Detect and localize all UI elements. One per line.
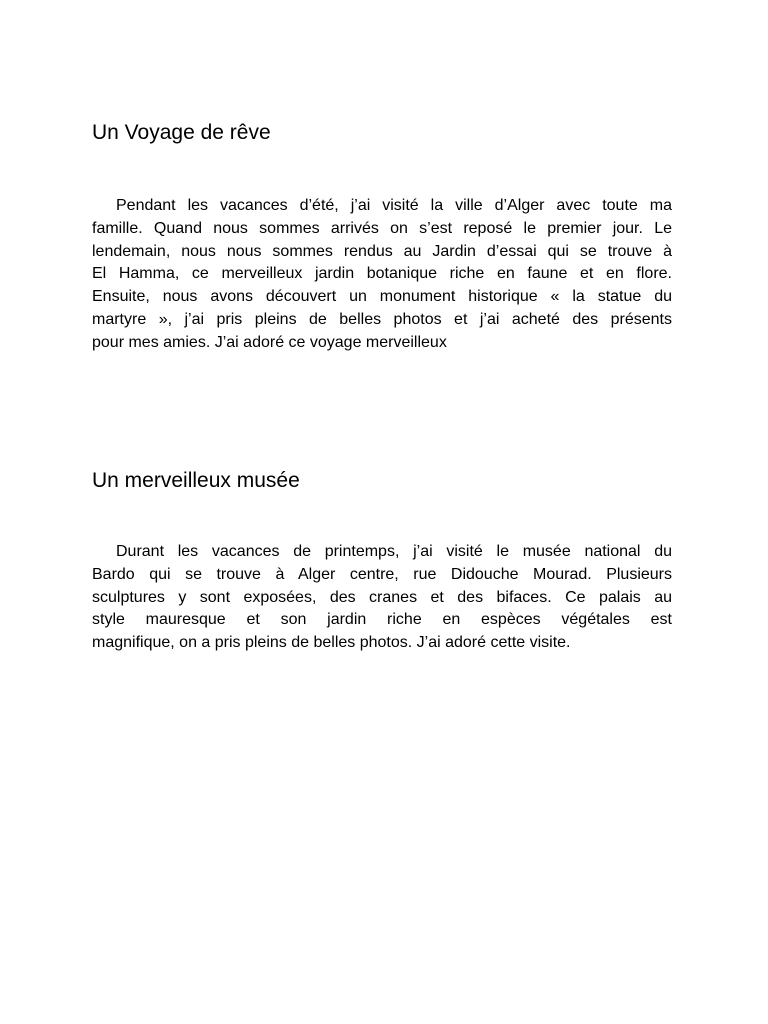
paragraph-line: magnifique, on a pris pleins de belles photos. J’ai adoré cette visite. xyxy=(92,634,571,652)
paragraph-line: Bardo qui se trouve à Alger centre, rue Didouche Mourad. Plusieurs xyxy=(92,565,672,583)
section-paragraph xyxy=(92,541,672,655)
paragraph-line: El Hamma, ce merveilleux jardin botanique riche en faune et en flore. xyxy=(92,265,672,283)
section-title: Un merveilleux musée xyxy=(92,469,300,492)
paragraph-line: Durant les vacances de printemps, j’ai visité le musée national du xyxy=(116,543,672,560)
paragraph-line: famille. Quand nous sommes arrivés on s’est reposé le premier jour. Le xyxy=(92,219,672,237)
section-title: Un Voyage de rêve xyxy=(92,121,271,144)
paragraph-line: style mauresque et son jardin riche en espèces végétales est xyxy=(92,611,672,629)
paragraph-line: Pendant les vacances d’été, j’ai visité la ville d’Alger avec toute ma xyxy=(116,197,672,214)
paragraph-line: lendemain, nous nous sommes rendus au Jardin d’essai qui se trouve à xyxy=(92,242,672,260)
paragraph-line: pour mes amies. J’ai adoré ce voyage merveilleux xyxy=(92,333,447,351)
paragraph-line: Ensuite, nous avons découvert un monument historique « la statue du xyxy=(92,288,672,306)
section-paragraph xyxy=(92,195,672,355)
paragraph-line: sculptures y sont exposées, des cranes et des bifaces. Ce palais au xyxy=(92,588,672,606)
paragraph-line: martyre », j’ai pris pleins de belles photos et j’ai acheté des présents xyxy=(92,310,672,328)
